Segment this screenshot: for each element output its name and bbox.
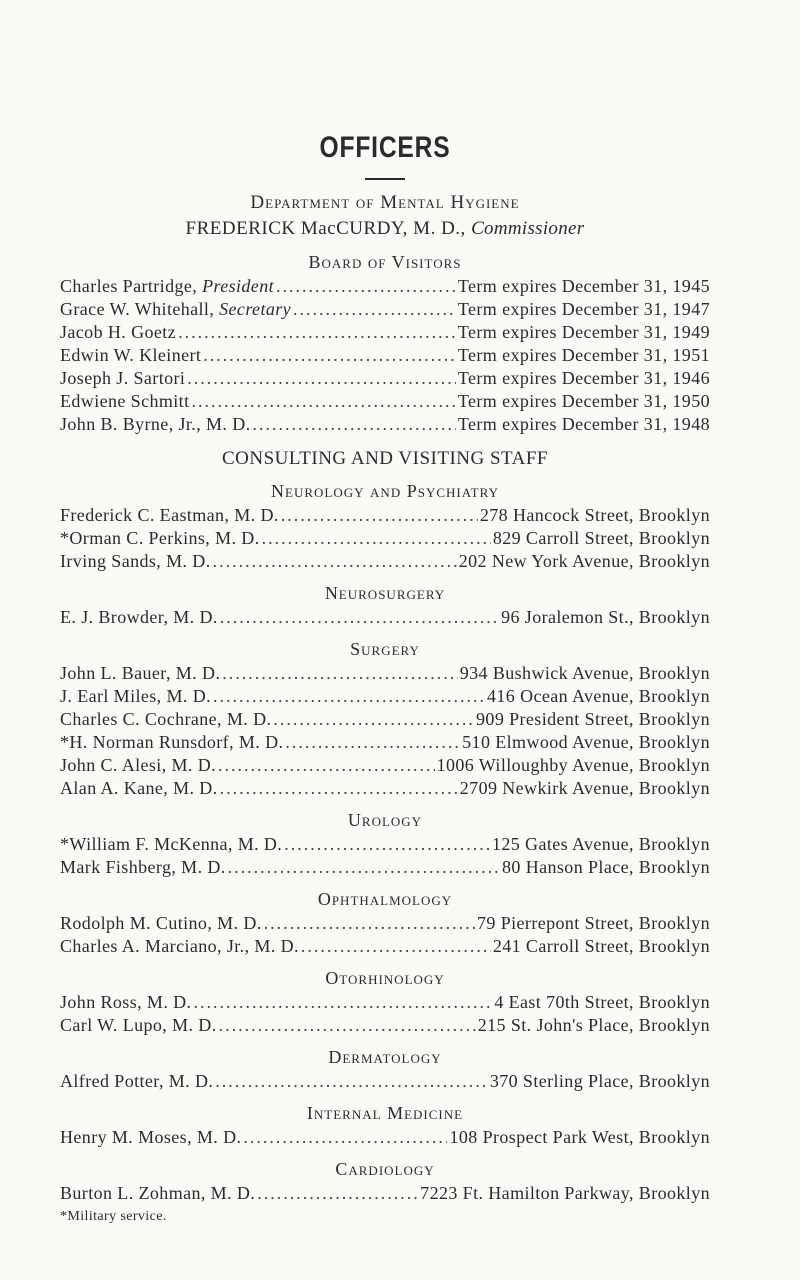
leader-dots — [285, 731, 460, 754]
department-name: Department of Mental Hygiene — [250, 192, 520, 213]
staff-row — [60, 606, 710, 629]
specialty-heading: Otorhinology — [325, 968, 445, 988]
leader-dots — [228, 856, 500, 879]
member-name — [60, 413, 251, 436]
staff-address: 80 Hanson Place, Brooklyn — [502, 857, 710, 877]
leader-dots — [203, 344, 456, 367]
leader-dots — [253, 413, 456, 436]
staff-row — [60, 1182, 710, 1205]
specialty-heading: Surgery — [350, 639, 420, 659]
board-list — [60, 275, 710, 436]
member-name-text: John B. Byrne, Jr., M. D. — [60, 414, 251, 434]
specialty-heading: Cardiology — [335, 1159, 435, 1179]
board-member-row — [60, 367, 710, 390]
member-term: Term expires December 31, 1947 — [457, 299, 710, 319]
leader-dots — [220, 606, 499, 629]
staff-name: Burton L. Zohman, M. D. — [60, 1183, 256, 1203]
staff-name: J. Earl Miles, M. D. — [60, 686, 211, 706]
member-name — [60, 344, 201, 367]
leader-dots — [257, 1182, 418, 1205]
staff-address: 215 St. John's Place, Brooklyn — [477, 1015, 710, 1035]
member-role: Secretary — [219, 299, 292, 319]
leader-dots — [193, 991, 492, 1014]
member-name-text: Edwin W. Kleinert — [60, 345, 202, 365]
staff-address: 829 Carroll Street, Brooklyn — [492, 528, 710, 548]
leader-dots — [213, 550, 457, 573]
staff-name: Frederick C. Eastman, M. D. — [60, 505, 279, 525]
staff-row — [60, 731, 710, 754]
leader-dots — [220, 777, 458, 800]
staff-row — [60, 550, 710, 573]
member-name-text: Charles Partridge, — [60, 276, 198, 296]
staff-row — [60, 991, 710, 1014]
leader-dots — [215, 1070, 488, 1093]
specialty-heading: Dermatology — [328, 1047, 442, 1067]
staff-name: Charles A. Marciano, Jr., M. D. — [60, 936, 299, 956]
board-member-row — [60, 298, 710, 321]
staff-name: John C. Alesi, M. D. — [60, 755, 217, 775]
staff-row — [60, 1014, 710, 1037]
staff-name: Carl W. Lupo, M. D. — [60, 1015, 217, 1035]
staff-name: Henry M. Moses, M. D. — [60, 1127, 242, 1147]
member-term: Term expires December 31, 1948 — [457, 414, 710, 434]
staff-row — [60, 856, 710, 879]
leader-dots — [213, 685, 485, 708]
specialty-heading: Ophthalmology — [317, 889, 453, 909]
staff-name: Alan A. Kane, M. D. — [60, 778, 218, 798]
board-member-row — [60, 321, 710, 344]
staff-row — [60, 662, 710, 685]
staff-address: 108 Prospect Park West, Brooklyn — [449, 1127, 710, 1147]
staff-address: 510 Elmwood Avenue, Brooklyn — [462, 732, 710, 752]
member-name — [60, 298, 291, 321]
title-divider — [365, 178, 405, 180]
staff-address: 125 Gates Avenue, Brooklyn — [491, 834, 710, 854]
leader-dots — [218, 754, 435, 777]
staff-address: 7223 Ft. Hamilton Parkway, Brooklyn — [420, 1183, 710, 1203]
member-role: President — [202, 276, 274, 296]
staff-name: Mark Fishberg, M. D. — [60, 857, 226, 877]
staff-row — [60, 754, 710, 777]
specialty-heading: Neurology and Psychiatry — [271, 481, 499, 501]
board-member-row — [60, 390, 710, 413]
staff-row — [60, 504, 710, 527]
footnote: *Military service. — [60, 1209, 167, 1224]
staff-sections — [60, 479, 710, 1205]
member-name-text: Grace W. Whitehall, — [60, 299, 215, 319]
staff-row — [60, 708, 710, 731]
leader-dots — [243, 1126, 447, 1149]
specialty-heading: Neurosurgery — [324, 583, 446, 603]
specialty-heading: Urology — [347, 810, 423, 830]
staff-address: 241 Carroll Street, Brooklyn — [492, 936, 710, 956]
leader-dots — [284, 833, 490, 856]
staff-address: 370 Sterling Place, Brooklyn — [489, 1071, 710, 1091]
leader-dots — [262, 527, 491, 550]
board-member-row — [60, 344, 710, 367]
staff-heading: CONSULTING AND VISITING STAFF — [222, 448, 548, 469]
staff-name: Irving Sands, M. D. — [60, 551, 211, 571]
staff-name: *Orman C. Perkins, M. D. — [60, 528, 260, 548]
leader-dots — [191, 390, 455, 413]
leader-dots — [187, 367, 456, 390]
staff-name: Rodolph M. Cutino, M. D. — [60, 913, 262, 933]
staff-row — [60, 912, 710, 935]
staff-row — [60, 1126, 710, 1149]
page-title: OFFICERS — [319, 131, 451, 164]
leader-dots — [264, 912, 475, 935]
staff-row — [60, 833, 710, 856]
staff-address: 278 Hancock Street, Brooklyn — [479, 505, 710, 525]
staff-address: 1006 Willoughby Avenue, Brooklyn — [436, 755, 710, 775]
commissioner-name: FREDERICK MacCURDY, M. D., — [185, 218, 466, 239]
leader-dots — [281, 504, 478, 527]
commissioner-role: Commissioner — [471, 218, 585, 239]
specialty-heading: Internal Medicine — [306, 1103, 464, 1123]
board-member-row — [60, 275, 710, 298]
member-name — [60, 321, 176, 344]
leader-dots — [178, 321, 456, 344]
board-heading: Board of Visitors — [308, 252, 462, 272]
staff-row — [60, 935, 710, 958]
staff-name: *William F. McKenna, M. D. — [60, 834, 283, 854]
member-name — [60, 367, 185, 390]
leader-dots — [301, 935, 491, 958]
staff-address: 934 Bushwick Avenue, Brooklyn — [459, 663, 710, 683]
member-name-text: Edwiene Schmitt — [60, 391, 190, 411]
staff-name: John Ross, M. D. — [60, 992, 192, 1012]
staff-name: Charles C. Cochrane, M. D. — [60, 709, 272, 729]
staff-address: 416 Ocean Avenue, Brooklyn — [486, 686, 710, 706]
staff-row — [60, 527, 710, 550]
staff-row — [60, 685, 710, 708]
member-term: Term expires December 31, 1951 — [457, 345, 710, 365]
leader-dots — [219, 1014, 476, 1037]
staff-address: 202 New York Avenue, Brooklyn — [458, 551, 710, 571]
member-name-text: Joseph J. Sartori — [60, 368, 186, 388]
staff-address: 4 East 70th Street, Brooklyn — [494, 992, 710, 1012]
staff-address: 909 President Street, Brooklyn — [476, 709, 710, 729]
commissioner-line — [60, 215, 710, 242]
leader-dots — [273, 708, 474, 731]
member-term: Term expires December 31, 1949 — [457, 322, 710, 342]
staff-address: 2709 Newkirk Avenue, Brooklyn — [459, 778, 710, 798]
leader-dots — [222, 662, 457, 685]
document-page — [60, 130, 710, 1225]
staff-row — [60, 1070, 710, 1093]
staff-name: E. J. Browder, M. D. — [60, 607, 218, 627]
member-name — [60, 390, 189, 413]
member-term: Term expires December 31, 1945 — [457, 276, 710, 296]
staff-name: *H. Norman Runsdorf, M. D. — [60, 732, 284, 752]
staff-address: 96 Joralemon St., Brooklyn — [501, 607, 710, 627]
staff-name: Alfred Potter, M. D. — [60, 1071, 214, 1091]
leader-dots — [293, 298, 456, 321]
member-term: Term expires December 31, 1946 — [457, 368, 710, 388]
leader-dots — [276, 275, 456, 298]
board-member-row — [60, 413, 710, 436]
staff-row — [60, 777, 710, 800]
member-name — [60, 275, 274, 298]
member-term: Term expires December 31, 1950 — [457, 391, 710, 411]
member-name-text: Jacob H. Goetz — [60, 322, 177, 342]
staff-name: John L. Bauer, M. D. — [60, 663, 221, 683]
staff-address: 79 Pierrepont Street, Brooklyn — [477, 913, 710, 933]
